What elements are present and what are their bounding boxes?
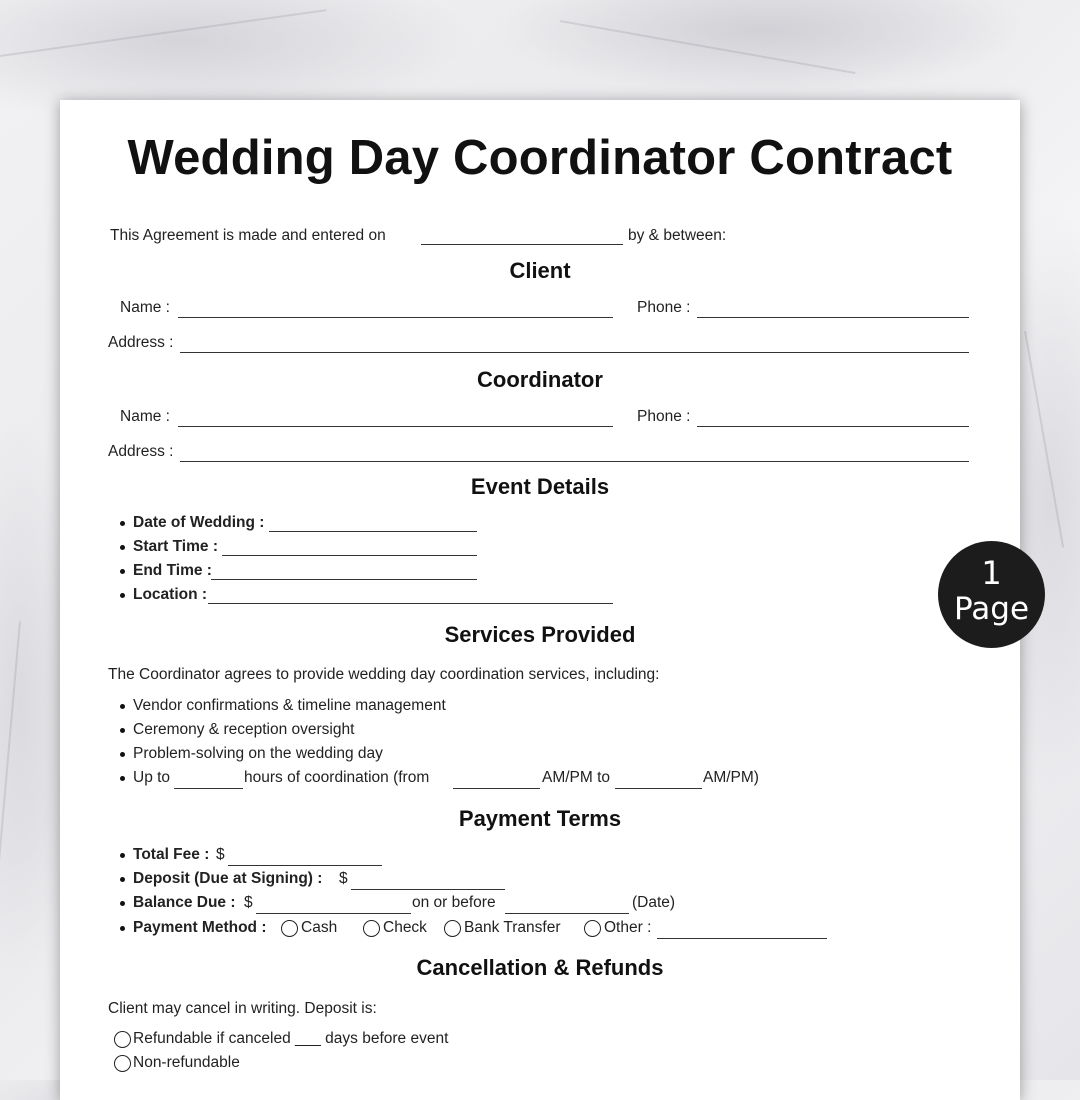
coordinator-heading: Coordinator: [477, 367, 603, 392]
intro-text-end: by & between:: [628, 227, 727, 244]
start-time-field[interactable]: [222, 555, 477, 556]
currency-sign: $: [339, 870, 348, 887]
event-details-heading: Event Details: [470, 474, 610, 499]
on-or-before: on or before: [412, 894, 496, 911]
client-address-label: Address :: [108, 334, 174, 351]
balance-label: Balance Due :: [133, 894, 236, 911]
bank-transfer-radio[interactable]: [444, 920, 461, 937]
end-hour-field[interactable]: [615, 788, 702, 789]
check-radio[interactable]: [363, 920, 380, 937]
contract-page: [60, 100, 1020, 1100]
location-label: Location :: [133, 586, 208, 603]
agreement-date-field[interactable]: [421, 244, 623, 245]
refundable-radio[interactable]: [114, 1031, 131, 1048]
bullet: [120, 728, 125, 733]
coordinator-address-label: Address :: [108, 443, 174, 460]
other-radio[interactable]: [584, 920, 601, 937]
cash-radio[interactable]: [281, 920, 298, 937]
bank-transfer-label: Bank Transfer: [464, 919, 561, 936]
date-of-wedding-field[interactable]: [269, 531, 477, 532]
bullet: [120, 521, 125, 526]
client-name-field[interactable]: [178, 317, 613, 318]
marble-vein: [560, 20, 856, 74]
service-item: Problem-solving on the wedding day: [133, 745, 383, 762]
currency-sign: $: [244, 894, 253, 911]
start-hour-field[interactable]: [453, 788, 540, 789]
other-method-field[interactable]: [657, 938, 827, 939]
start-time-label: Start Time :: [133, 538, 218, 555]
bullet: [120, 853, 125, 858]
location-field[interactable]: [208, 603, 613, 604]
client-heading: Client: [509, 258, 571, 283]
bullet: [120, 593, 125, 598]
bullet: [120, 752, 125, 757]
payment-heading: Payment Terms: [458, 806, 622, 831]
end-time-field[interactable]: [211, 579, 477, 580]
page-count-badge: [938, 541, 1045, 648]
page-title: Wedding Day Coordinator Contract: [127, 131, 953, 185]
bullet: [120, 545, 125, 550]
marble-vein: [0, 621, 21, 880]
cancellation-intro: Client may cancel in writing. Deposit is:: [108, 1000, 377, 1017]
client-phone-label: Phone :: [637, 299, 691, 316]
marble-vein: [0, 9, 327, 57]
cancellation-heading: Cancellation & Refunds: [416, 955, 664, 980]
cash-label: Cash: [301, 919, 338, 936]
bullet: [120, 776, 125, 781]
ampm-to: AM/PM to: [542, 769, 611, 786]
hours-up-to: Up to: [133, 769, 171, 786]
coordinator-address-field[interactable]: [180, 461, 969, 462]
hours-field[interactable]: [174, 788, 243, 789]
currency-sign: $: [216, 846, 225, 863]
non-refundable-label: Non-refundable: [133, 1054, 240, 1071]
badge-number: 1: [981, 554, 1002, 592]
balance-field[interactable]: [256, 913, 411, 914]
intro-text: This Agreement is made and entered on: [110, 227, 386, 244]
client-phone-field[interactable]: [697, 317, 969, 318]
marble-vein: [1024, 331, 1064, 548]
bullet: [120, 877, 125, 882]
badge-word: Page: [953, 591, 1030, 627]
service-item: Ceremony & reception oversight: [133, 721, 355, 738]
bullet: [120, 569, 125, 574]
coordinator-phone-field[interactable]: [697, 426, 969, 427]
payment-method-label: Payment Method :: [133, 919, 267, 936]
bullet: [120, 704, 125, 709]
end-time-label: End Time :: [133, 562, 212, 579]
bullet: [120, 901, 125, 906]
total-fee-label: Total Fee :: [133, 846, 210, 863]
balance-date-field[interactable]: [505, 913, 629, 914]
date-of-wedding-label: Date of Wedding :: [133, 514, 265, 531]
date-note: (Date): [632, 894, 676, 911]
ampm-end: AM/PM): [703, 769, 759, 786]
refundable-label: Refundable if canceled ___ days before event: [133, 1030, 449, 1047]
deposit-field[interactable]: [351, 889, 505, 890]
bullet: [120, 926, 125, 931]
other-label: Other :: [604, 919, 652, 936]
service-item: Vendor confirmations & timeline management: [133, 697, 446, 714]
hours-text: hours of coordination (from: [244, 769, 430, 786]
deposit-label: Deposit (Due at Signing) :: [133, 870, 323, 887]
non-refundable-radio[interactable]: [114, 1055, 131, 1072]
services-heading: Services Provided: [444, 622, 636, 647]
check-label: Check: [383, 919, 427, 936]
client-address-field[interactable]: [180, 352, 969, 353]
services-intro: The Coordinator agrees to provide wedding day coordination services, including:: [108, 666, 660, 683]
client-name-label: Name :: [120, 299, 170, 316]
coordinator-name-label: Name :: [120, 408, 170, 425]
coordinator-name-field[interactable]: [178, 426, 613, 427]
total-fee-field[interactable]: [228, 865, 382, 866]
coordinator-phone-label: Phone :: [637, 408, 691, 425]
